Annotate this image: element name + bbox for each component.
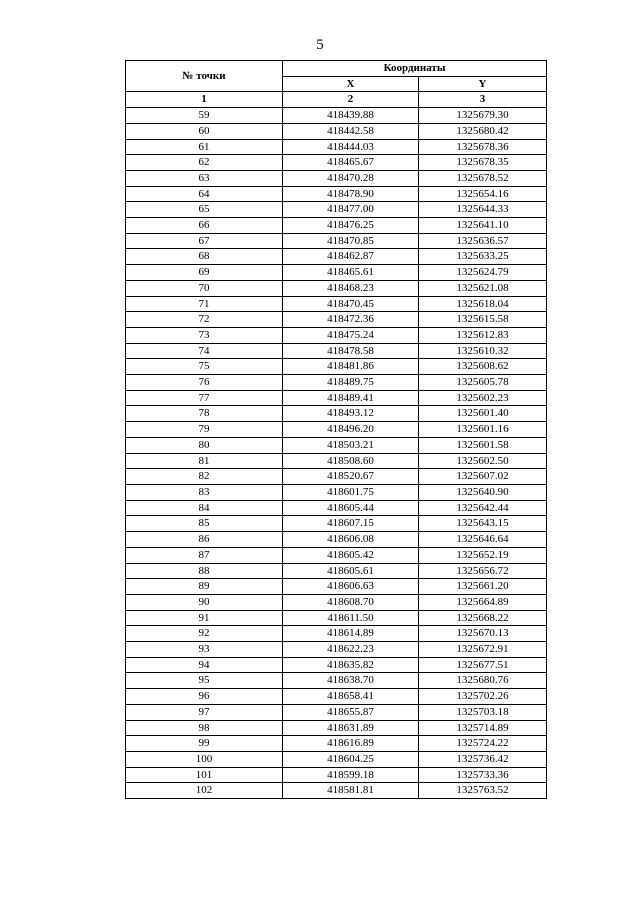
table-row xyxy=(126,233,547,249)
point-number-cell: 81 xyxy=(126,453,283,469)
x-coordinate-cell: 418611.50 xyxy=(283,610,419,626)
x-coordinate-cell: 418635.82 xyxy=(283,657,419,673)
y-coordinate-cell: 1325656.72 xyxy=(419,563,547,579)
point-number-cell: 97 xyxy=(126,704,283,720)
table-row xyxy=(126,155,547,171)
point-number-cell: 82 xyxy=(126,469,283,485)
x-coordinate-cell: 418614.89 xyxy=(283,626,419,642)
point-number-cell: 91 xyxy=(126,610,283,626)
y-coordinate-cell: 1325733.36 xyxy=(419,767,547,783)
table-row xyxy=(126,594,547,610)
table-row xyxy=(126,642,547,658)
table-row xyxy=(126,296,547,312)
table-row xyxy=(126,547,547,563)
table-row xyxy=(126,469,547,485)
x-coordinate-cell: 418493.12 xyxy=(283,406,419,422)
y-coordinate-cell: 1325702.26 xyxy=(419,689,547,705)
y-coordinate-cell: 1325680.42 xyxy=(419,123,547,139)
point-number-cell: 59 xyxy=(126,108,283,124)
point-number-cell: 88 xyxy=(126,563,283,579)
x-coordinate-cell: 418581.81 xyxy=(283,783,419,799)
coordinates-table xyxy=(125,60,547,799)
point-number-cell: 98 xyxy=(126,720,283,736)
x-coordinate-cell: 418468.23 xyxy=(283,280,419,296)
x-coordinate-cell: 418465.67 xyxy=(283,155,419,171)
x-coordinate-cell: 418496.20 xyxy=(283,422,419,438)
x-header: X xyxy=(283,76,419,92)
table-row xyxy=(126,249,547,265)
point-number-cell: 89 xyxy=(126,579,283,595)
table-row xyxy=(126,202,547,218)
point-number-cell: 79 xyxy=(126,422,283,438)
y-coordinate-cell: 1325736.42 xyxy=(419,751,547,767)
y-coordinate-cell: 1325763.52 xyxy=(419,783,547,799)
table-row xyxy=(126,704,547,720)
table-row xyxy=(126,453,547,469)
point-number-cell: 75 xyxy=(126,359,283,375)
y-coordinate-cell: 1325642.44 xyxy=(419,500,547,516)
point-number-cell: 60 xyxy=(126,123,283,139)
y-coordinate-cell: 1325677.51 xyxy=(419,657,547,673)
point-number-cell: 80 xyxy=(126,437,283,453)
point-number-cell: 94 xyxy=(126,657,283,673)
table-row xyxy=(126,139,547,155)
table-row xyxy=(126,563,547,579)
y-coordinate-cell: 1325615.58 xyxy=(419,312,547,328)
x-coordinate-cell: 418470.85 xyxy=(283,233,419,249)
point-number-cell: 86 xyxy=(126,532,283,548)
point-number-cell: 76 xyxy=(126,375,283,391)
x-coordinate-cell: 418604.25 xyxy=(283,751,419,767)
point-number-cell: 62 xyxy=(126,155,283,171)
x-coordinate-cell: 418476.25 xyxy=(283,218,419,234)
x-coordinate-cell: 418442.58 xyxy=(283,123,419,139)
table-row xyxy=(126,437,547,453)
point-number-cell: 100 xyxy=(126,751,283,767)
column-number-3: 3 xyxy=(419,92,547,108)
table-row xyxy=(126,532,547,548)
table-row xyxy=(126,689,547,705)
y-coordinate-cell: 1325654.16 xyxy=(419,186,547,202)
table-row xyxy=(126,484,547,500)
y-coordinate-cell: 1325668.22 xyxy=(419,610,547,626)
table-row xyxy=(126,673,547,689)
y-coordinate-cell: 1325605.78 xyxy=(419,375,547,391)
y-coordinate-cell: 1325661.20 xyxy=(419,579,547,595)
x-coordinate-cell: 418605.42 xyxy=(283,547,419,563)
point-number-cell: 93 xyxy=(126,642,283,658)
x-coordinate-cell: 418489.75 xyxy=(283,375,419,391)
table-row xyxy=(126,516,547,532)
y-coordinate-cell: 1325678.36 xyxy=(419,139,547,155)
point-number-cell: 65 xyxy=(126,202,283,218)
x-coordinate-cell: 418489.41 xyxy=(283,390,419,406)
table-row xyxy=(126,751,547,767)
point-number-cell: 87 xyxy=(126,547,283,563)
x-coordinate-cell: 418616.89 xyxy=(283,736,419,752)
table-row xyxy=(126,626,547,642)
table-row xyxy=(126,123,547,139)
table-row xyxy=(126,327,547,343)
x-coordinate-cell: 418478.58 xyxy=(283,343,419,359)
point-number-cell: 68 xyxy=(126,249,283,265)
x-coordinate-cell: 418631.89 xyxy=(283,720,419,736)
table-row xyxy=(126,170,547,186)
x-coordinate-cell: 418607.15 xyxy=(283,516,419,532)
point-number-cell: 63 xyxy=(126,170,283,186)
y-coordinate-cell: 1325601.40 xyxy=(419,406,547,422)
point-number-cell: 66 xyxy=(126,218,283,234)
x-coordinate-cell: 418462.87 xyxy=(283,249,419,265)
table-row xyxy=(126,767,547,783)
y-coordinate-cell: 1325602.23 xyxy=(419,390,547,406)
y-coordinate-cell: 1325670.13 xyxy=(419,626,547,642)
y-coordinate-cell: 1325641.10 xyxy=(419,218,547,234)
table-row xyxy=(126,610,547,626)
x-coordinate-cell: 418605.61 xyxy=(283,563,419,579)
y-coordinate-cell: 1325652.19 xyxy=(419,547,547,563)
point-number-cell: 96 xyxy=(126,689,283,705)
table-row xyxy=(126,218,547,234)
point-number-header: № точки xyxy=(126,61,283,92)
point-number-cell: 74 xyxy=(126,343,283,359)
point-number-cell: 101 xyxy=(126,767,283,783)
point-number-cell: 71 xyxy=(126,296,283,312)
x-coordinate-cell: 418439.88 xyxy=(283,108,419,124)
x-coordinate-cell: 418472.36 xyxy=(283,312,419,328)
point-number-cell: 64 xyxy=(126,186,283,202)
x-coordinate-cell: 418465.61 xyxy=(283,265,419,281)
table-row xyxy=(126,186,547,202)
table-row xyxy=(126,406,547,422)
header-row-top xyxy=(126,61,547,77)
table-row xyxy=(126,657,547,673)
y-coordinate-cell: 1325602.50 xyxy=(419,453,547,469)
coordinates-header: Координаты xyxy=(283,61,547,77)
point-number-cell: 61 xyxy=(126,139,283,155)
x-coordinate-cell: 418475.24 xyxy=(283,327,419,343)
y-coordinate-cell: 1325646.64 xyxy=(419,532,547,548)
x-coordinate-cell: 418606.63 xyxy=(283,579,419,595)
x-coordinate-cell: 418658.41 xyxy=(283,689,419,705)
point-number-cell: 70 xyxy=(126,280,283,296)
table-row xyxy=(126,280,547,296)
table-row xyxy=(126,265,547,281)
point-number-cell: 73 xyxy=(126,327,283,343)
y-coordinate-cell: 1325607.02 xyxy=(419,469,547,485)
x-coordinate-cell: 418608.70 xyxy=(283,594,419,610)
x-coordinate-cell: 418622.23 xyxy=(283,642,419,658)
table-row xyxy=(126,500,547,516)
y-coordinate-cell: 1325679.30 xyxy=(419,108,547,124)
y-coordinate-cell: 1325678.52 xyxy=(419,170,547,186)
y-coordinate-cell: 1325714.89 xyxy=(419,720,547,736)
x-coordinate-cell: 418444.03 xyxy=(283,139,419,155)
y-coordinate-cell: 1325672.91 xyxy=(419,642,547,658)
y-coordinate-cell: 1325678.35 xyxy=(419,155,547,171)
point-number-cell: 92 xyxy=(126,626,283,642)
table-row xyxy=(126,720,547,736)
point-number-cell: 90 xyxy=(126,594,283,610)
y-coordinate-cell: 1325610.32 xyxy=(419,343,547,359)
table-body xyxy=(126,108,547,799)
table-row xyxy=(126,359,547,375)
point-number-cell: 95 xyxy=(126,673,283,689)
point-number-cell: 72 xyxy=(126,312,283,328)
x-coordinate-cell: 418599.18 xyxy=(283,767,419,783)
x-coordinate-cell: 418470.28 xyxy=(283,170,419,186)
y-header: Y xyxy=(419,76,547,92)
x-coordinate-cell: 418481.86 xyxy=(283,359,419,375)
y-coordinate-cell: 1325621.08 xyxy=(419,280,547,296)
x-coordinate-cell: 418477.00 xyxy=(283,202,419,218)
y-coordinate-cell: 1325608.62 xyxy=(419,359,547,375)
table-row xyxy=(126,422,547,438)
column-number-1: 1 xyxy=(126,92,283,108)
x-coordinate-cell: 418605.44 xyxy=(283,500,419,516)
y-coordinate-cell: 1325664.89 xyxy=(419,594,547,610)
y-coordinate-cell: 1325640.90 xyxy=(419,484,547,500)
table-row xyxy=(126,736,547,752)
table-header xyxy=(126,61,547,108)
point-number-cell: 67 xyxy=(126,233,283,249)
y-coordinate-cell: 1325601.16 xyxy=(419,422,547,438)
table-row xyxy=(126,108,547,124)
x-coordinate-cell: 418606.08 xyxy=(283,532,419,548)
x-coordinate-cell: 418508.60 xyxy=(283,453,419,469)
x-coordinate-cell: 418470.45 xyxy=(283,296,419,312)
y-coordinate-cell: 1325703.18 xyxy=(419,704,547,720)
point-number-cell: 83 xyxy=(126,484,283,500)
x-coordinate-cell: 418638.70 xyxy=(283,673,419,689)
y-coordinate-cell: 1325601.58 xyxy=(419,437,547,453)
table-row xyxy=(126,579,547,595)
y-coordinate-cell: 1325624.79 xyxy=(419,265,547,281)
point-number-cell: 99 xyxy=(126,736,283,752)
y-coordinate-cell: 1325612.83 xyxy=(419,327,547,343)
point-number-cell: 77 xyxy=(126,390,283,406)
table-row xyxy=(126,343,547,359)
x-coordinate-cell: 418503.21 xyxy=(283,437,419,453)
point-number-cell: 84 xyxy=(126,500,283,516)
y-coordinate-cell: 1325633.25 xyxy=(419,249,547,265)
y-coordinate-cell: 1325680.76 xyxy=(419,673,547,689)
y-coordinate-cell: 1325644.33 xyxy=(419,202,547,218)
table-row xyxy=(126,312,547,328)
point-number-cell: 102 xyxy=(126,783,283,799)
point-number-cell: 69 xyxy=(126,265,283,281)
x-coordinate-cell: 418478.90 xyxy=(283,186,419,202)
point-number-cell: 85 xyxy=(126,516,283,532)
y-coordinate-cell: 1325643.15 xyxy=(419,516,547,532)
table-row xyxy=(126,375,547,391)
column-number-row xyxy=(126,92,547,108)
x-coordinate-cell: 418601.75 xyxy=(283,484,419,500)
y-coordinate-cell: 1325724.22 xyxy=(419,736,547,752)
page-number: 5 xyxy=(316,37,324,53)
x-coordinate-cell: 418655.87 xyxy=(283,704,419,720)
point-number-cell: 78 xyxy=(126,406,283,422)
y-coordinate-cell: 1325636.57 xyxy=(419,233,547,249)
y-coordinate-cell: 1325618.04 xyxy=(419,296,547,312)
x-coordinate-cell: 418520.67 xyxy=(283,469,419,485)
table-row xyxy=(126,390,547,406)
column-number-2: 2 xyxy=(283,92,419,108)
table-row xyxy=(126,783,547,799)
